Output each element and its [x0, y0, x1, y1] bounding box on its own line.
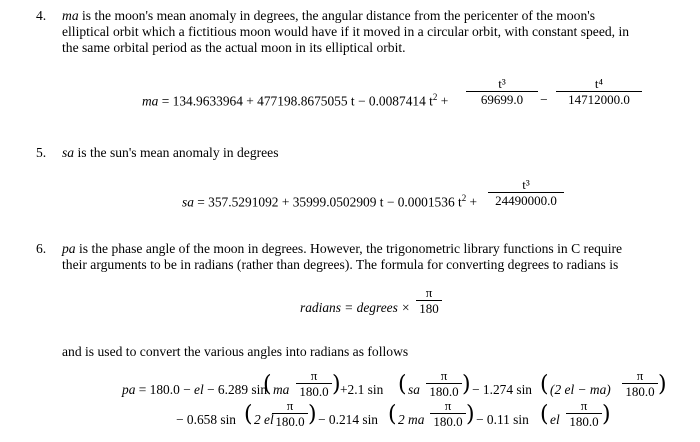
item-number-5: 5. [36, 145, 47, 160]
item-5-line: sa is the sun's mean anomaly in degrees [62, 145, 279, 160]
sa-equation: sa = 357.5291092 + 35999.0502909 t − 0.0001536 $t^2$ + [182, 193, 478, 210]
pa-eq-line2-a: − 0.658 sin [176, 412, 237, 427]
pa-frac-1: $\frac{\pi}{180.0}$ [296, 368, 332, 399]
sa-fraction: $\frac{\text{t³}}{24490000.0}$ [488, 177, 564, 208]
pa-inner-d: 2 el [254, 412, 274, 427]
pa-eq-line1-b: +2.1 sin [340, 382, 384, 397]
pa-sa: sa [408, 382, 420, 397]
pa-frac-4: $\frac{\pi}{180.0}$ [272, 398, 308, 429]
pa-eq-line2-c: − 0.11 sin [476, 412, 529, 427]
ma-fraction-2: $\frac{\text{t⁴}}{14712000.0}$ [556, 76, 642, 107]
item-6-line-2: their arguments to be in radians (rather than degrees). The formula for converting degrees to radians is [62, 257, 619, 272]
pa-frac-5: $\frac{\pi}{180.0}$ [430, 398, 466, 429]
pa-eq-line1-a: pa = 180.0 − el − 6.289 sin [122, 382, 268, 397]
pa-inner-c: (2 el − ma) [550, 382, 611, 397]
item-number-4: 4. [36, 8, 47, 23]
radians-fraction: $\frac{\pi}{180}$ [416, 285, 442, 316]
item-number-6: 6. [36, 241, 47, 256]
pa-frac-2: $\frac{\pi}{180.0}$ [426, 368, 462, 399]
term-ma: ma [62, 8, 79, 23]
radians-equation: radians = degrees × [300, 300, 411, 315]
item-6-after-text: and is used to convert the various angles into radians as follows [62, 344, 409, 359]
pa-inner-f: el [550, 412, 560, 427]
pa-inner-e: 2 ma [398, 412, 425, 427]
item-4-line-3: the same orbital period as the actual moon in its elliptical orbit. [62, 40, 406, 55]
pa-eq-line1-c: − 1.274 sin [472, 382, 533, 397]
pa-frac-6: $\frac{\pi}{180.0}$ [566, 398, 602, 429]
item-4-line-1: ma is the moon's mean anomaly in degrees, the angular distance from the pericenter of the moon's [62, 8, 596, 23]
pa-frac-3: $\frac{\pi}{180.0}$ [622, 368, 658, 399]
pa-ma: ma [273, 382, 290, 397]
ma-equation: ma = 134.9633964 + 477198.8675055 t − 0.0087414 $t^2$ + [142, 92, 449, 109]
item-4-line-2: elliptical orbit which a fictitious moon would have if it moved in a circular orbit, with constant speed, in [62, 24, 630, 39]
ma-fraction-1: $\frac{\text{t³}}{69699.0}$ [466, 76, 538, 107]
item-6-line-1: pa is the phase angle of the moon in degrees. However, the trigonometric library functions in C require [62, 241, 623, 256]
ma-minus: − [540, 92, 548, 107]
pa-eq-line2-b: − 0.214 sin [318, 412, 379, 427]
